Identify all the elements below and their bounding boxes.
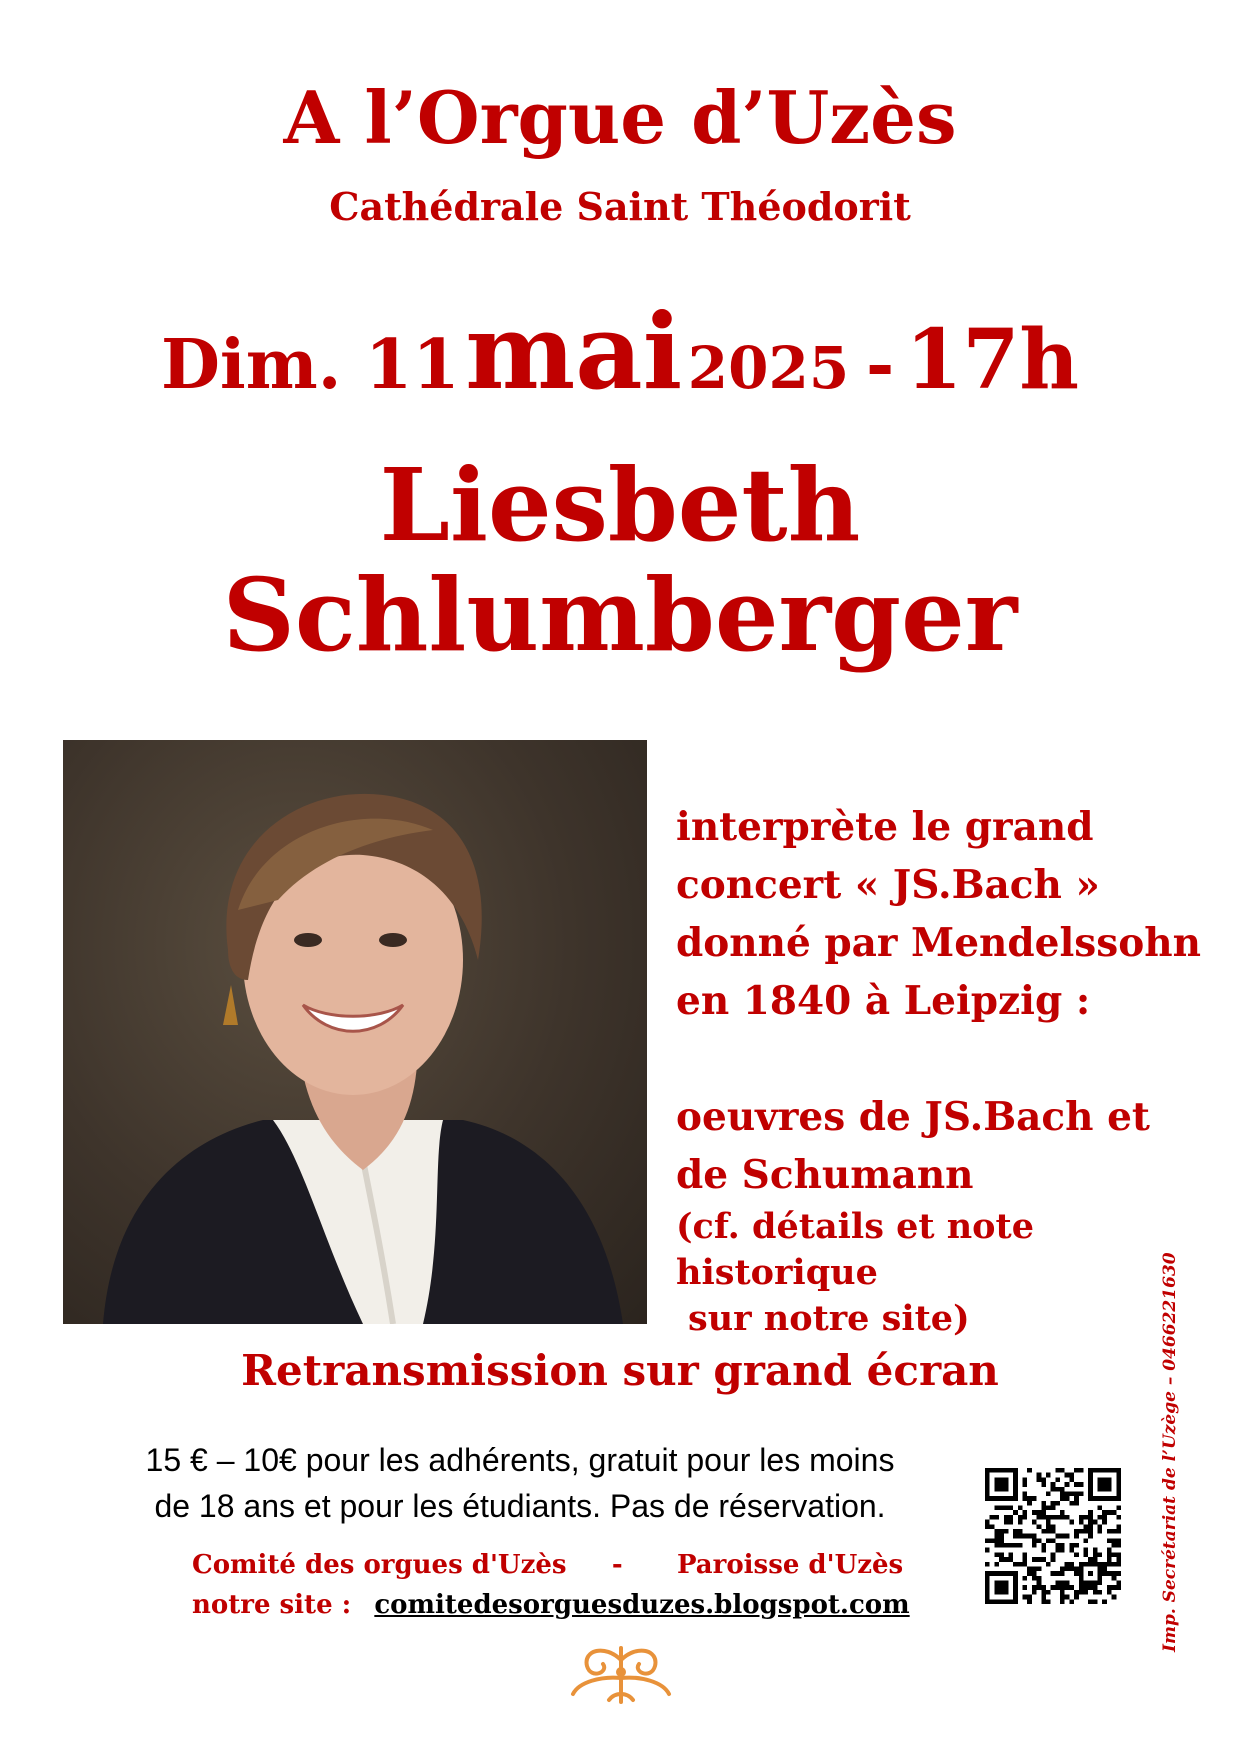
broadcast-notice: Retransmission sur grand écran <box>241 1346 999 1395</box>
portrait-illustration <box>63 740 647 1324</box>
performer-last-name: Schlumberger <box>222 556 1018 674</box>
date-separator: - <box>865 325 895 405</box>
description-note: sur notre site) <box>688 1298 970 1339</box>
price-line: 15 € – 10€ pour les adhérents, gratuit pour les moins <box>145 1442 895 1478</box>
event-date <box>0 290 1240 413</box>
description-line: donné par Mendelssohn <box>676 920 1201 966</box>
website-link[interactable]: comitedesorguesduzes.blogspot.com <box>374 1590 910 1620</box>
organizer-name: Comité des orgues d'Uzès <box>192 1550 567 1580</box>
price-info <box>60 1437 980 1529</box>
event-day: Dim. 11 <box>160 325 460 405</box>
price-line: de 18 ans et pour les étudiants. Pas de réservation. <box>154 1488 886 1524</box>
printer-note: Imp. Secrétariat de l’Uzège – 0466221630 <box>1160 1252 1180 1652</box>
performer-portrait <box>63 740 647 1324</box>
ornament-icon <box>565 1642 677 1708</box>
site-label: notre site : <box>192 1590 352 1620</box>
description-line: en 1840 à Leipzig : <box>676 978 1091 1024</box>
footer-separator: - <box>611 1550 623 1580</box>
performer-first-name: Liesbeth <box>379 446 861 564</box>
qr-code-icon[interactable] <box>985 1468 1121 1604</box>
website-line <box>192 1592 910 1618</box>
organizer-line <box>192 1552 903 1578</box>
description-line: interprète le grand <box>676 804 1094 850</box>
event-time: 17h <box>905 312 1080 408</box>
event-month: mai <box>465 290 683 413</box>
venue-subtitle: Cathédrale Saint Théodorit <box>329 184 911 229</box>
event-year: 2025 <box>687 334 850 402</box>
program-description <box>676 798 1216 1342</box>
description-line: concert « JS.Bach » <box>676 862 1100 908</box>
description-line: de Schumann <box>676 1152 974 1198</box>
parish-name: Paroisse d'Uzès <box>676 1550 904 1580</box>
description-line: oeuvres de JS.Bach et <box>676 1094 1150 1140</box>
description-note: (cf. détails et note historique <box>676 1206 1034 1293</box>
page-title: A l’Orgue d’Uzès <box>283 75 957 160</box>
